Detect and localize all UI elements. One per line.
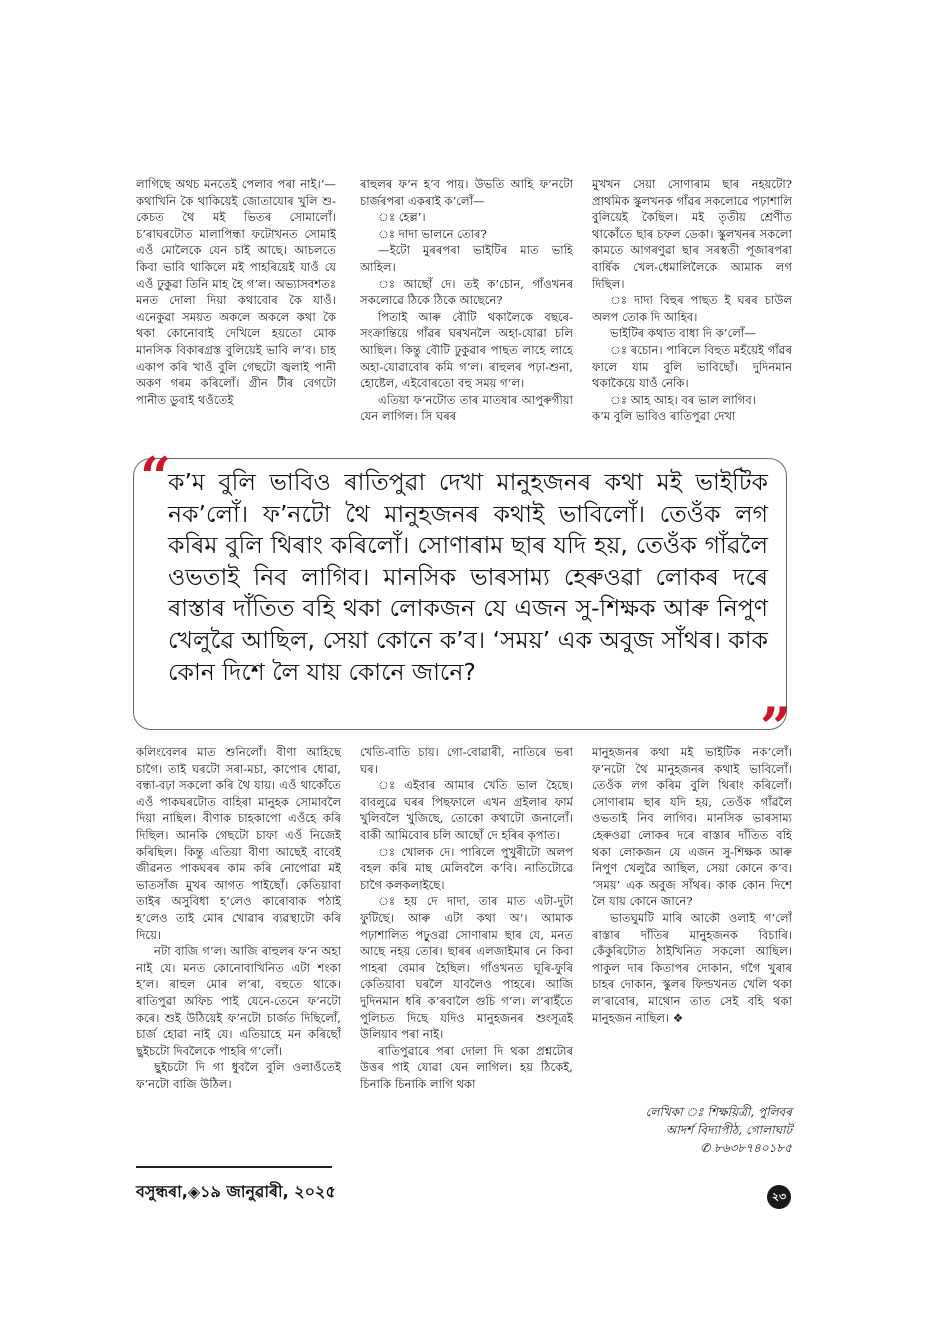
paragraph: খেতি-বাতি চায়। গো-বোৱাৰী, নাতিৰে ভৰা ঘৰ। xyxy=(360,745,573,776)
pull-quote-text: ক’ম বুলি ভাবিও ৰাতিপুৱা দেখা মানুহজনৰ কথা মই ভাইটিক নক’লোঁ। ফ’নটো থৈ মানুহজনৰ কথাই ভাবিলোঁ। তেওঁক লগ কৰিম বুলি থিৰাং কৰিলোঁ। সোণাৰাম ছাৰ যদি হয়, তেওঁক গাঁৱলৈ ওভতাই নিব লাগিব। মানসিক ভাৰসাম্য হেৰুওৱা লোকৰ দৰে ৰাস্তাৰ দাঁতিত বহি থকা লোকজন যে এজন সু-শিক্ষক আৰু নিপুণ খেলুৱৈ আছিল, সেয়া কোনে ক’ব। ‘সময়’ এক অবুজ সাঁথৰ। কাক কোন দিশে লৈ যায় কোনে জানে? xyxy=(168,468,768,686)
bottom-column-1 xyxy=(136,744,341,1162)
dialogue-line: ঃ হেল্ল’। xyxy=(378,210,426,225)
paragraph: পিতাই আৰু বৌটি থকালৈকে বছৰে- সংক্ৰান্তিয়ে গাঁৱৰ ঘৰখনলৈ অহা-যোৱা চলি আছিল। কিন্তু বৌটি ঢুকুৱাৰ পাছত লাহে লাহে অহা-যোৱাবোৰ কমি গ’ল। ৰাহুলৰ পঢ়া-শুনা, হোষ্টেল, এইবোৰতো বহু সময় গ’ল। xyxy=(360,309,573,391)
paragraph: ৰাতিপুৱাৰে পৰা দোলা দি থকা প্ৰশ্নটোৰ উত্তৰ পাই যোৱা যেন লাগিল। হয় ঠিকেই, চিনাকি চিনাকি লাগি থকা xyxy=(360,1043,573,1091)
pull-quote-box xyxy=(133,458,787,730)
dialogue-line: ঃ ৰচোন। পাৰিলে বিহুত মহঁয়েই গাঁৱৰ ফালে যাম বুলি ভাবিছোঁ। দুদিনমান থকাকৈয়ে যাওঁ নেকি। xyxy=(592,342,792,391)
close-quote-icon: ” xyxy=(760,695,792,759)
top-column-1 xyxy=(136,176,336,452)
bottom-column-3 xyxy=(592,744,792,1084)
paragraph: লাগিছে অথচ মনতেই পেলাব পৰা নাই।’— কথাখিনি কৈ থাকিয়েই জোতাযোৰ খুলি শু-কেচত থৈ মই ভিতৰ সোমালোঁ। চ’ৰাঘৰটোত মালাপিন্ধা ফটোখনত সোমাই এওঁ মোলৈকে যেন চাই আছে। আচলতে কিবা ভাবি থাকিলে মই পাহৰিয়েই যাওঁ যে এওঁ ঢুকুৱা তিনি মাহ হৈ গ’ল। অভ্যাসবশতঃ মনত দোলা দিয়া কথাবোৰ কৈ যাওঁ। এনেকুৱা সময়ত অকলে অকলে কথা কৈ থকা কোনোবাই দেখিলে হয়তো মোক মানসিক বিকাৰগ্ৰস্ত বুলিয়েই ভাবি ল’ব। চাহ একাপ কৰি খাওঁ বুলি গেছটো জ্বলাই পানী অকণ গৰম কৰিলোঁ। গ্ৰীন টীৰ বেগটো পানীত ডুবাই থওঁতেই xyxy=(136,177,336,407)
dialogue-line: ঃ দাদা ভালনে তোৰ? xyxy=(378,226,487,241)
paragraph: মুখখন সেয়া সোণাৰাম ছাৰ নহয়টো? প্ৰাথমিক স্কুলখনক গাঁৱৰ সকলোৱে পঢ়াশালি বুলিয়েই কৈছিল। মই তৃতীয় শ্ৰেণীত থাকোঁতে ছাৰ চফল ডেকা। স্কুলখনৰ সকলো কামতে আগৰণুৱা ছাৰ সৰস্বতী পূজাৰপৰা বাৰ্ষিক খেল-ধেমালিলৈকে আমাক লগ দিছিল। xyxy=(592,177,792,291)
paragraph: মানুহজনৰ কথা মই ভাইটিক নক’লোঁ। ফ’নটো থৈ মানুহজনৰ কথাই ভাবিলোঁ। তেওঁক লগ কৰিম বুলি থিৰাং কৰিলোঁ। সোণাৰাম ছাৰ যদি হয়, তেওঁক গাঁৱলৈ ওভতাই নিব লাগিব। মানসিক ভাৰসাম্য হেৰুওৱা লোকৰ দৰে ৰাস্তাৰ দাঁতিত বহি থকা লোকজন যে এজন সু-শিক্ষক আৰু নিপুণ খেলুৱৈ আছিল, সেয়া কোনে ক’ব। ‘সময়’ এক অবুজ সাঁথৰ। কাক কোন দিশে লৈ যায় কোনে জানে? xyxy=(592,745,792,909)
footer-title: বসুন্ধৰা,◈১৯ জানুৱাৰী, ২০২৫ xyxy=(136,1182,336,1201)
credit-line-1: লেখিকা ঃ শিক্ষয়িত্ৰী, পুলিবৰ xyxy=(645,1105,792,1119)
paragraph: এতিয়া ফ’নটোত তাৰ মাতষাৰ আপুৰুগীয়া যেন লাগিল। সি ঘৰৰ xyxy=(360,392,573,424)
paragraph: নটা বাজি গ’ল। আজি ৰাহুলৰ ফ’ন অহা নাই যে। মনত কোনোবাখিনিত এটা শংকা হ’ল। ৰাহুল মোৰ ল’ৰা, বহুতে থাকে। ৰাতিপুৱা অফিচ পাই যেনে-তেনে ফ’নটো কৰে। শুই উঠিয়েই ফ’নটো চাৰ্জত দিছিলোঁ, চাৰ্জ হোৱা নাই যে। এতিয়াহে মন কৰিছোঁ ছুইচটো দিবলৈকে পাহৰি গ’লোঁ। xyxy=(136,944,341,1058)
dialogue-line: ঃ দাদা বিহুৰ পাছত ই ঘৰৰ চাউল অলপ তোক দি আহিব। xyxy=(592,293,792,324)
top-column-2 xyxy=(360,176,573,452)
paragraph: কলিংবেলৰ মাত শুনিলোঁ। বীণা আহিছে চাগৈ। তাই ঘৰটো সৰা-মচা, কাপোৰ ধোৱা, বন্ধা-বঢ়া সকলো কৰি থৈ যায়। এওঁ থাকোঁতে এওঁ পাকঘৰটোত বাহিৰা মানুহক সোমাবলৈ দিয়া নাছিল। বীণাক চাহকাপো এওঁহে কৰি দিছিল। আনকি গেছটো চাফা এওঁ নিজেই কৰিছিল। কিন্তু এতিয়া বীণা আছেই বাবেই জীৱনত পাকঘৰৰ কাম কৰি নোপোৱা মই ভাতসাঁজ মুখৰ আগত পাইছোঁ। কেতিয়াবা তাইৰ অসুবিধা হ’লেও কাৰোবাক পঠাই হ’লেও তাই মোৰ খোৱাৰ ব্যৱস্থাটো কৰি দিয়ে। xyxy=(136,745,341,942)
page-number: ২৩ xyxy=(767,1185,791,1209)
paragraph: —ইটো মুৰৰপৰা ভাইটিৰ মাত ভাহি আহিল। xyxy=(360,243,573,274)
dialogue-line: ঃ হয় দে দাদা, তাৰ মাত এটা-দুটা ফুটিছে। আৰু এটা কথা অ’। আমাক পঢ়াশালিত পঢ়ুওৱা সোণাৰাম ছাৰ যে, মনত আছে নহয় তোৰ। ছাৰৰ এলজাইমাৰ নে কিবা পাহৰা বেমাৰ হৈছিল। গাঁওখনত ঘূৰি-ফুৰি কেতিয়াবা ঘৰলৈ যাবলৈও পাহৰে। আজি দুদিনমান ধৰি ক’ৰবালৈ গুচি গ’ল। ল’ৰাইঁতে পুলিচত দিছে যদিও মানুহজনৰ শুংসূত্ৰই উলিয়াব পৰা নাই। xyxy=(360,894,573,1042)
paragraph: ভাইটিৰ কথাত বাধা দি ক’লোঁ— xyxy=(610,326,756,341)
dialogue-line: ঃ আহ আহ। বৰ ভাল লাগিব। xyxy=(610,392,756,407)
credit-phone: ✆ ৮৬৩৮৭৪০১৮৫ xyxy=(700,1141,792,1155)
top-column-3 xyxy=(592,176,792,452)
paragraph: ছুইচটো দি গা ধুবলৈ বুলি ওলাওঁতেই ফ’নটো বাজি উঠিল। xyxy=(136,1060,341,1091)
open-quote-icon: “ xyxy=(140,445,172,509)
dialogue-line: ঃ খোলক দে। পাৰিলে পুখুৰীটো অলপ বহল কৰি মাছ মেলিবলৈ ক’বি। নাতিটোৱে চাগৈ কলকলাইছে। xyxy=(360,844,573,892)
footer-divider xyxy=(136,1166,332,1168)
bottom-column-2 xyxy=(360,744,573,1162)
credit-line-2: আদৰ্শ বিদ্যাপীঠ, গোলাঘাট xyxy=(665,1123,792,1137)
dialogue-line: ঃ আছোঁ দে। তই ক’চোন, গাঁওখনৰ সকলোৱে ঠিকে ঠিকে আছেনে? xyxy=(360,276,573,308)
paragraph: ক’ম বুলি ভাবিও ৰাতিপুৱা দেখা xyxy=(592,409,736,424)
dialogue-line: ঃ এইবাৰ আমাৰ খেতি ভাল হৈছে। বাবলুৱে ঘৰৰ পিছফালে এখন গ্ৰইলাৰ ফাৰ্ম খুলিবলৈ খুজিছে, তোকো কথাটো জনালোঁ। বাকী আমিবোৰ চলি আছোঁ দে হৰিৰ কৃপাত। xyxy=(360,778,573,842)
paragraph: ৰাহুলৰ ফ’ন হ’ব পায়। উভতি আহি ফ’নটো চাৰ্জৰপৰা একৰাই ক’লোঁ— xyxy=(360,177,573,208)
paragraph: ভাতঘুমটি মাৰি আকৌ ওলাই গ’লোঁ ৰাস্তাৰ দাঁতিৰ মানুহজনক বিচাৰি। কেঁকুৰিটোত ঠাইখিনিত সকলো আছিল। পাকুল দাৰ কিতাপৰ দোকান, গগৈ খুৰাৰ চাহৰ দোকান, স্কুলৰ ফিল্ডখনত খেলি থকা ল’ৰাবোৰ, মাথোন তাত সেই বহি থকা মানুহজন নাছিল। ❖ xyxy=(592,910,792,1025)
author-credit xyxy=(600,1103,792,1157)
